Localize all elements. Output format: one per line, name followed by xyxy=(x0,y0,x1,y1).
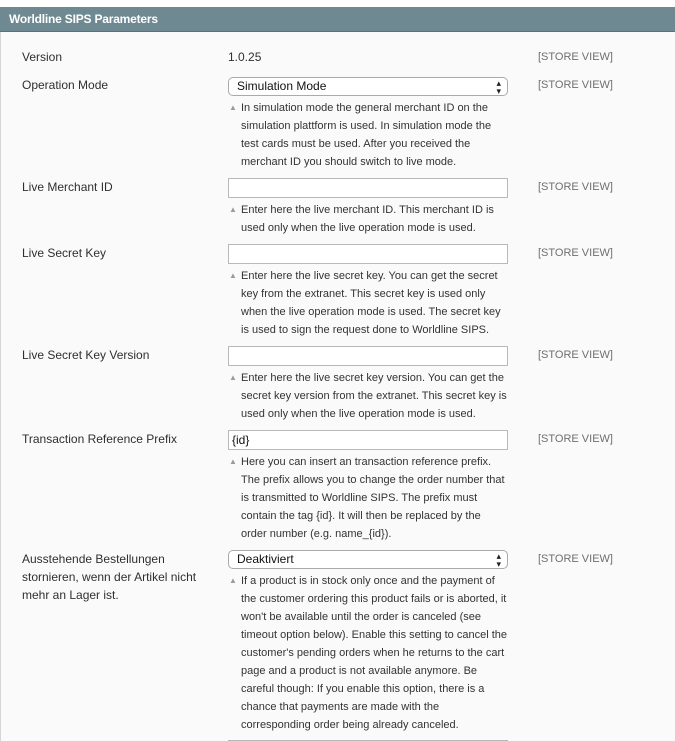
cancel-pending-orders-select[interactable] xyxy=(228,550,508,569)
operation-mode-field xyxy=(228,77,508,171)
cancel-pending-orders-note-text: If a product is in stock only once and the payment of the customer ordering this product fails or is aborted, it won't be available until the order is canceled (see timeout option below). Enable this setting to cancel the customer's pending orders when he returns to the cart page and a product is not available anymore. Be careful though: If you enable this option, there is a chance that payments are made with the corresponding order being already canceled. xyxy=(241,575,507,731)
live-secret-key-note-text: Enter here the live secret key. You can get the secret key from the extranet. This secret key is used only when the live operation mode is used. The secret key is used to sign the request done to Worldline SIPS. xyxy=(241,270,501,336)
operation-mode-scope: [STORE VIEW] xyxy=(538,79,613,91)
transaction-reference-prefix-input[interactable]: {id} xyxy=(228,430,508,450)
version-label: Version xyxy=(22,50,63,64)
live-merchant-id-field xyxy=(228,178,508,237)
select-arrows-icon: ▴ ▾ xyxy=(496,551,501,569)
live-secret-key-version-label: Live Secret Key Version xyxy=(22,348,150,362)
operation-mode-label: Operation Mode xyxy=(22,78,109,92)
cancel-pending-orders-scope: [STORE VIEW] xyxy=(538,553,613,565)
transaction-reference-prefix-field xyxy=(228,430,508,543)
operation-mode-note xyxy=(228,99,508,171)
live-secret-key-version-input[interactable] xyxy=(228,346,508,366)
live-secret-key-version-field xyxy=(228,346,508,423)
live-secret-key-version-scope: [STORE VIEW] xyxy=(538,349,613,361)
note-triangle-icon: ▲ xyxy=(229,457,237,466)
cancel-pending-orders-selected: Deaktiviert xyxy=(237,552,294,566)
section-body xyxy=(0,32,675,741)
live-merchant-id-label: Live Merchant ID xyxy=(22,180,113,194)
live-secret-key-field xyxy=(228,244,508,339)
live-secret-key-note xyxy=(228,267,508,339)
live-secret-key-version-note-text: Enter here the live secret key version. You can get the secret key version from the extranet. This secret key is used only when the live operation mode is used. xyxy=(241,372,507,420)
section-header[interactable] xyxy=(0,7,675,32)
live-secret-key-version-note xyxy=(228,369,508,423)
note-triangle-icon: ▲ xyxy=(229,576,237,585)
select-arrows-icon: ▴ ▾ xyxy=(496,78,501,96)
transaction-reference-prefix-scope: [STORE VIEW] xyxy=(538,433,613,445)
cancel-pending-orders-field xyxy=(228,550,508,734)
worldline-sips-section xyxy=(0,7,675,741)
section-title: Worldline SIPS Parameters xyxy=(9,12,158,26)
operation-mode-select[interactable] xyxy=(228,77,508,96)
live-merchant-id-input[interactable] xyxy=(228,178,508,198)
live-secret-key-scope: [STORE VIEW] xyxy=(538,247,613,259)
version-scope: [STORE VIEW] xyxy=(538,51,613,63)
transaction-reference-prefix-note-text: Here you can insert an transaction reference prefix. The prefix allows you to change the order number that is transmitted to Worldline SIPS. The prefix must contain the tag {id}. It will then be replaced by the order number (e.g. name_{id}). xyxy=(241,456,505,540)
live-secret-key-input[interactable] xyxy=(228,244,508,264)
cancel-pending-orders-label: Ausstehende Bestellungen stornieren, wenn der Artikel nicht mehr an Lager ist. xyxy=(22,552,197,602)
live-secret-key-label: Live Secret Key xyxy=(22,246,107,260)
note-triangle-icon: ▲ xyxy=(229,205,237,214)
transaction-reference-prefix-note xyxy=(228,453,508,543)
note-triangle-icon: ▲ xyxy=(229,373,237,382)
cancel-pending-orders-note xyxy=(228,572,508,734)
transaction-reference-prefix-label: Transaction Reference Prefix xyxy=(22,432,177,446)
version-value: 1.0.25 xyxy=(228,50,262,64)
operation-mode-selected: Simulation Mode xyxy=(237,79,327,93)
note-triangle-icon: ▲ xyxy=(229,271,237,280)
live-merchant-id-note xyxy=(228,201,508,237)
note-triangle-icon: ▲ xyxy=(229,103,237,112)
live-merchant-id-note-text: Enter here the live merchant ID. This merchant ID is used only when the live operation mode is used. xyxy=(241,204,494,234)
operation-mode-note-text: In simulation mode the general merchant ID on the simulation plattform is used. In simulation mode the test cards must be used. After you received the merchant ID you should switch to live mode. xyxy=(241,102,492,168)
live-merchant-id-scope: [STORE VIEW] xyxy=(538,181,613,193)
